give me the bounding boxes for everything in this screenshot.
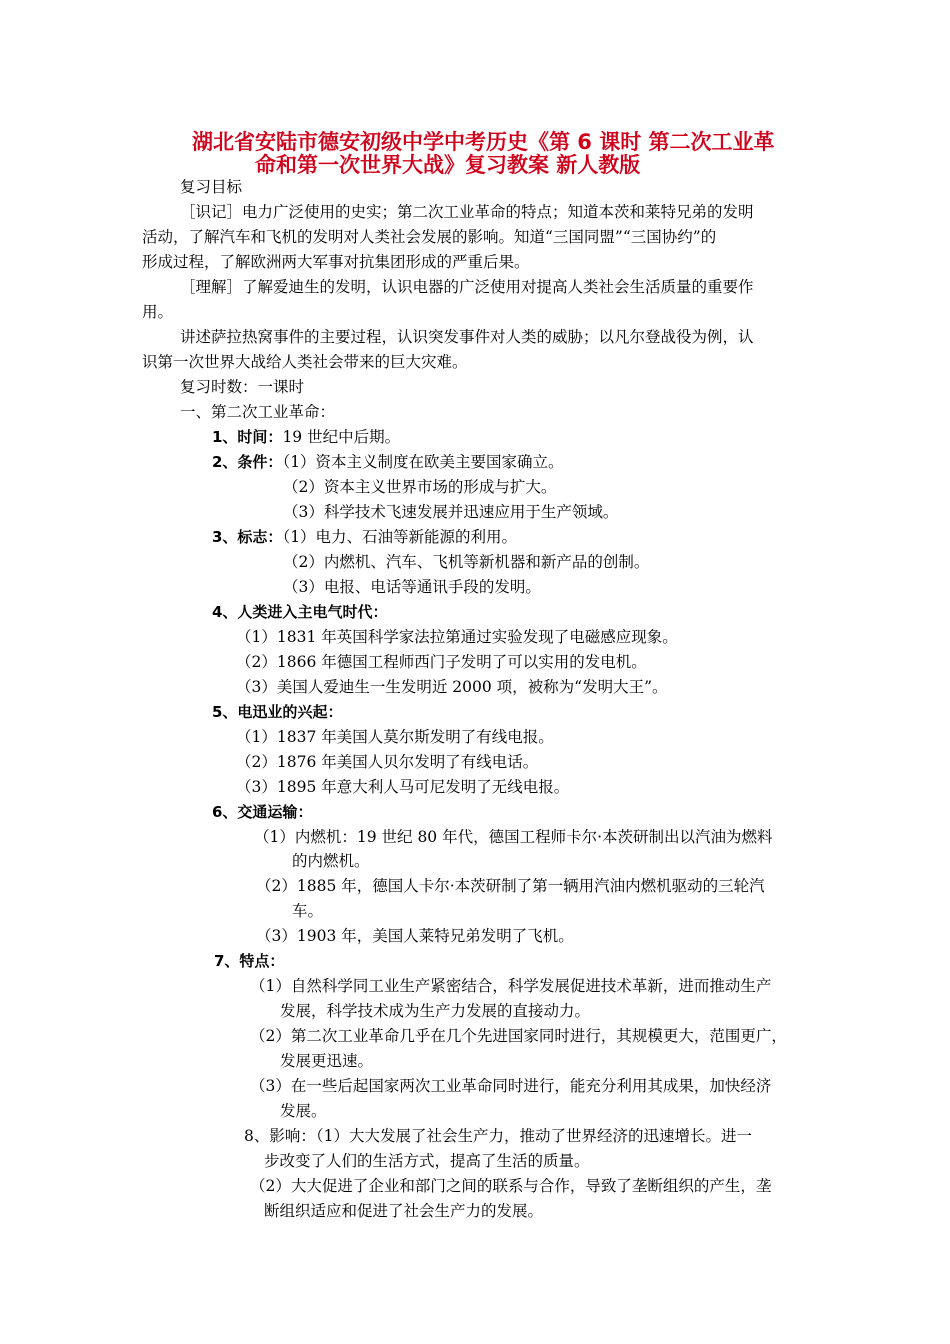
item-text: 步改变了人们的生活方式，提高了生活的质量。: [264, 1152, 590, 1170]
item-symbols: [212, 527, 517, 547]
goal-recall: ［识记］电力广泛使用的史实；第二次工业革命的特点；知道本茨和莱特兄弟的发明: [180, 203, 754, 221]
goal-recall: 活动，了解汽车和飞机的发明对人类社会发展的影响。知道“三国同盟”“三国协约”的: [142, 228, 717, 246]
item-text: （1）1837 年美国人莫尔斯发明了有线电报。: [236, 728, 554, 746]
section-heading: 一、第二次工业革命：: [180, 403, 336, 421]
item-text: （2）资本主义世界市场的形成与扩大。: [283, 478, 557, 496]
item-text: （3）美国人爱迪生一生发明近 2000 项，被称为“发明大王”。: [236, 678, 668, 696]
item-time: [212, 427, 400, 447]
goal-narrate: 讲述萨拉热窝事件的主要过程，认识突发事件对人类的威胁；以凡尔登战役为例，认: [180, 328, 754, 346]
item-label: 1、时间：: [212, 428, 283, 446]
item-text: 的内燃机。: [292, 852, 370, 870]
item-text: 车。: [292, 902, 324, 920]
item-text: （1）自然科学同工业生产紧密结合，科学发展促进技术革新，进而推动生产: [250, 977, 772, 995]
item-telecom: 5、电迅业的兴起：: [212, 703, 343, 721]
page-title: 湖北省安陆市德安初级中学中考历史《第 6 课时 第二次工业革: [192, 130, 775, 154]
item-text: （3）1895 年意大利人马可尼发明了无线电报。: [236, 778, 570, 796]
item-text: （2）1866 年德国工程师西门子发明了可以实用的发电机。: [236, 653, 647, 671]
item-text: 发展更迅速。: [280, 1052, 374, 1070]
item-text: （2）1876 年美国人贝尔发明了有线电话。: [236, 753, 539, 771]
item-electric-age: 4、人类进入主电气时代：: [212, 603, 388, 621]
item-text: 发展。: [280, 1102, 327, 1120]
goal-recall: 形成过程，了解欧洲两大军事对抗集团形成的严重后果。: [142, 253, 530, 271]
page-title-cont: 命和第一次世界大战》复习教案 新人教版: [255, 153, 641, 177]
item-text: （1）资本主义制度在欧美主要国家确立。: [282, 453, 564, 471]
item-text: （3）电报、电话等通讯手段的发明。: [283, 578, 541, 596]
item-conditions: [212, 452, 564, 472]
item-features: 7、特点：: [214, 952, 285, 970]
item-text: （2）内燃机、汽车、飞机等新机器和新产品的创制。: [283, 553, 650, 571]
goal-understand: 用。: [142, 303, 174, 321]
item-text: （1）1831 年英国科学家法拉第通过实验发现了电磁感应现象。: [236, 628, 678, 646]
item-text: 19 世纪中后期。: [282, 428, 401, 446]
item-text: 发展，科学技术成为生产力发展的直接动力。: [280, 1002, 591, 1020]
review-hours: 复习时数：一课时: [180, 378, 305, 396]
goals-heading: 复习目标: [180, 178, 243, 196]
goal-narrate: 识第一次世界大战给人类社会带来的巨大灾难。: [142, 353, 468, 371]
goal-understand: ［理解］了解爱迪生的发明，认识电器的广泛使用对提高人类社会生活质量的重要作: [180, 278, 754, 296]
item-text: （3）1903 年，美国人莱特兄弟发明了飞机。: [256, 927, 574, 945]
item-text: （1）电力、石油等新能源的利用。: [282, 528, 518, 546]
item-label: 2、条件：: [212, 453, 283, 471]
item-text: （2）第二次工业革命几乎在几个先进国家同时进行，其规模更大，范围更广，: [250, 1027, 787, 1045]
item-text: （1）内燃机：19 世纪 80 年代，德国工程师卡尔·本茨研制出以汽油为燃料: [254, 828, 773, 846]
item-text: 断组织适应和促进了社会生产力的发展。: [264, 1202, 544, 1220]
item-text: （3）在一些后起国家两次工业革命同时进行，能充分利用其成果，加快经济: [250, 1077, 772, 1095]
item-text: （3）科学技术飞速发展并迅速应用于生产领域。: [283, 503, 619, 521]
item-label: 3、标志：: [212, 528, 283, 546]
item-impact: 8、影响：（1）大大发展了社会生产力，推动了世界经济的迅速增长。进一: [244, 1127, 752, 1145]
item-transport: 6、交通运输：: [212, 803, 313, 821]
item-text: （2）大大促进了企业和部门之间的联系与合作，导致了垄断组织的产生，垄: [250, 1177, 772, 1195]
item-text: （2）1885 年，德国人卡尔·本茨研制了第一辆用汽油内燃机驱动的三轮汽: [256, 877, 765, 895]
